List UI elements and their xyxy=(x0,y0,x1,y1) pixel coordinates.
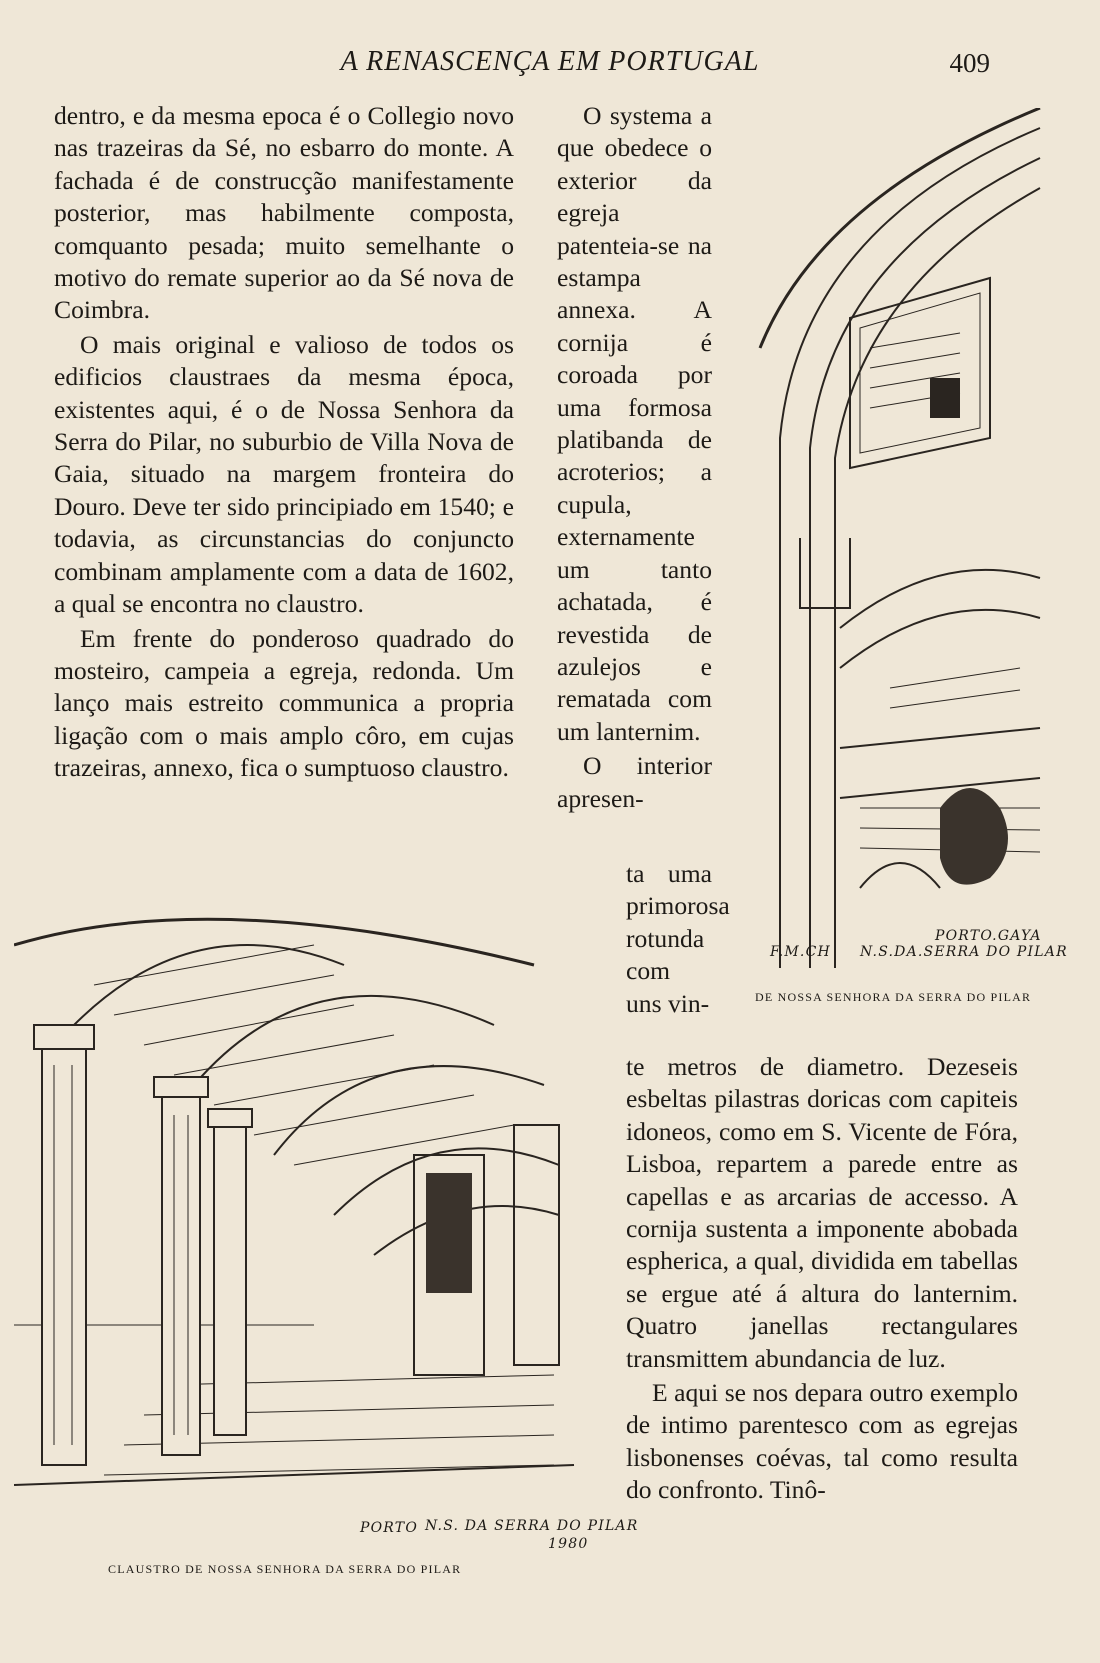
right-narrower-column xyxy=(626,858,730,1020)
running-title: A RENASCENÇA EM PORTUGAL xyxy=(340,46,760,77)
cloister-illustration xyxy=(14,905,580,1535)
facade-illustration xyxy=(740,108,1045,968)
paragraph-6: E aqui se nos depara outro exemplo de intimo parentesco com as egrejas lisbonenses coévas, tal como resulta do confronto. Tinô- xyxy=(626,1378,1018,1505)
right-narrow-column xyxy=(557,100,712,815)
paragraph-2: O mais original e valioso de todos os edificios claustraes da mesma época, existentes aqui, é o de Nossa Senhora da Serra do Pilar, no suburbio de Villa Nova de Gaia, situado na margem fronteira do Douro. Deve ter sido principiado em 1540; e todavia, as circunstancias do conjuncto combinam amplamente com a data de 1602, a qual se encontra no claustro. xyxy=(54,329,514,619)
facade-caption: DE NOSSA SENHORA DA SERRA DO PILAR xyxy=(755,990,1032,1004)
facade-signature-right: N.S.DA.SERRA DO PILAR xyxy=(860,944,1068,960)
left-text-column xyxy=(54,100,514,785)
cloister-drawing xyxy=(14,905,580,1535)
cloister-signature-place: PORTO xyxy=(360,1520,419,1536)
facade-signature-place: PORTO.GAYA xyxy=(935,928,1042,944)
right-bottom-column xyxy=(626,1051,1018,1507)
paragraph-5-start: O interior apresen- xyxy=(557,751,712,813)
paragraph-3: Em frente do ponderoso quadrado do mosteiro, campeia a egreja, redonda. Um lanço mais estreito communica a propria ligação com o mais amplo côro, em cujas trazeiras, annexo, fica o sumptuoso claustro. xyxy=(54,623,514,783)
cloister-caption: CLAUSTRO DE NOSSA SENHORA DA SERRA DO PILAR xyxy=(108,1562,462,1576)
cloister-signature-text: N.S. DA SERRA DO PILAR xyxy=(425,1518,639,1534)
paragraph-5-rest: te metros de diametro. Dezeseis esbeltas pilastras doricas com capiteis idoneos, como em S. Vicente de Fóra, Lisboa, repartem a parede entre as capellas e as arcarias de accesso. A cornija sustenta a imponente abobada espherica, a qual, dividida em tabellas se ergue até á altura do lanternim. Quatro janellas rectangulares transmittem abundancia de luz. xyxy=(626,1052,1018,1373)
page-number: 409 xyxy=(949,48,990,78)
facade-drawing xyxy=(740,108,1045,968)
paragraph-4: O systema a que obedece o exterior da egreja patenteia-se na estampa annexa. A cornija é coroada por uma formosa platibanda de acroterios; a cupula, externamente um tanto achatada, é revestida de azulejos e rematada com um lanternim. xyxy=(557,101,712,746)
cloister-signature-date: 1980 xyxy=(548,1536,589,1552)
paragraph-5-narrow: ta uma primorosa rotunda com uns vin- xyxy=(626,859,730,1018)
paragraph-1: dentro, e da mesma epoca é o Collegio novo nas trazeiras da Sé, no esbarro do monte. A fachada é de construcção manifestamente posterior, mas habilmente composta, comquanto pesada; muito semelhante o motivo do remate superior ao da Sé nova de Coimbra. xyxy=(54,101,514,325)
facade-signature-left: F.M.CH xyxy=(770,944,831,960)
